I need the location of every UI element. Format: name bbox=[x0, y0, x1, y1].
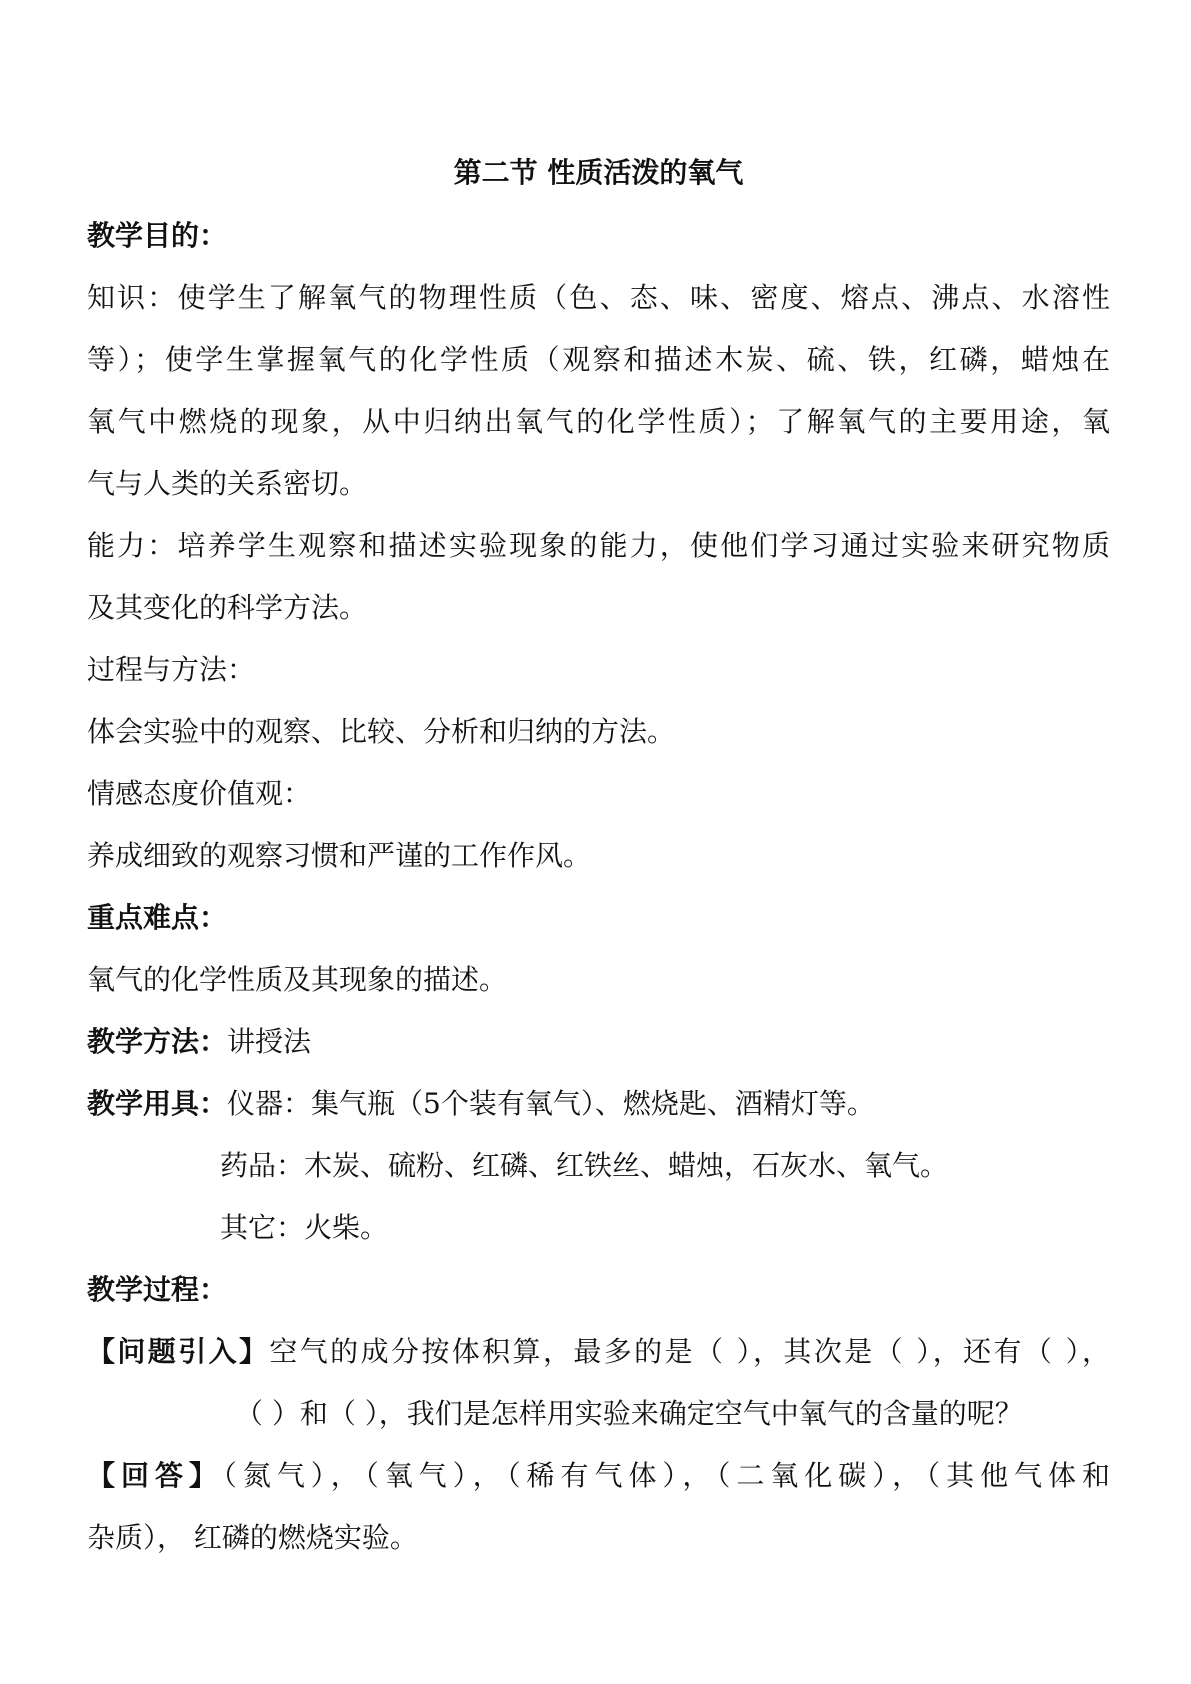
question-row bbox=[87, 1321, 1110, 1383]
key-points-heading: 重点难点： bbox=[87, 901, 228, 934]
tools-reagents: 药品：木炭、硫粉、红磷、红铁丝、蜡烛，石灰水、氧气。 bbox=[220, 1149, 949, 1182]
process-method-label: 过程与方法： bbox=[87, 653, 256, 686]
tools-heading: 教学用具： bbox=[87, 1087, 228, 1120]
knowledge-line-3: 氧气中燃烧的现象，从中归纳出氧气的化学性质）；了解氧气的主要用途，氧 bbox=[87, 405, 1110, 438]
question-tag: 【问题引入】 bbox=[87, 1335, 270, 1368]
method-text: 讲授法 bbox=[227, 1025, 312, 1058]
question-text-line-1: 空气的成分按体积算，最多的是（ ），其次是（ ），还有（ ）， bbox=[269, 1335, 1110, 1368]
answer-text-line-2: 杂质）， 红磷的燃烧实验。 bbox=[87, 1521, 418, 1554]
answer-text-line-1: （氮气），（氧气），（稀有气体），（二氧化碳），（其他气体和 bbox=[222, 1459, 1110, 1492]
tools-row bbox=[87, 1073, 1110, 1135]
process-method-text: 体会实验中的观察、比较、分析和归纳的方法。 bbox=[87, 715, 676, 748]
knowledge-line-4: 气与人类的关系密切。 bbox=[87, 467, 368, 500]
answer-tag: 【回答】 bbox=[87, 1459, 223, 1492]
tools-instruments: 仪器：集气瓶（5个装有氧气）、燃烧匙、酒精灯等。 bbox=[227, 1087, 875, 1120]
emotion-text: 养成细致的观察习惯和严谨的工作作风。 bbox=[87, 839, 592, 872]
method-heading: 教学方法： bbox=[87, 1025, 228, 1058]
key-points-text: 氧气的化学性质及其现象的描述。 bbox=[87, 963, 508, 996]
answer-row bbox=[87, 1445, 1110, 1507]
knowledge-line-1: 知识：使学生了解氧气的物理性质（色、态、味、密度、熔点、沸点、水溶性 bbox=[87, 281, 1110, 314]
method-row bbox=[87, 1011, 1110, 1073]
emotion-label: 情感态度价值观： bbox=[87, 777, 312, 810]
knowledge-line-2: 等）；使学生掌握氧气的化学性质（观察和描述木炭、硫、铁，红磷，蜡烛在 bbox=[87, 343, 1110, 376]
process-heading: 教学过程： bbox=[87, 1273, 228, 1306]
ability-line-1: 能力：培养学生观察和描述实验现象的能力，使他们学习通过实验来研究物质 bbox=[87, 529, 1110, 562]
objectives-heading: 教学目的： bbox=[87, 219, 228, 252]
page-title: 第二节 性质活泼的氧气 bbox=[453, 156, 744, 189]
ability-line-2: 及其变化的科学方法。 bbox=[87, 591, 368, 624]
tools-others: 其它：火柴。 bbox=[220, 1211, 389, 1244]
document-page bbox=[87, 150, 1110, 1569]
question-text-line-2: （ ）和（ ），我们是怎样用实验来确定空气中氧气的含量的呢？ bbox=[235, 1397, 1023, 1430]
